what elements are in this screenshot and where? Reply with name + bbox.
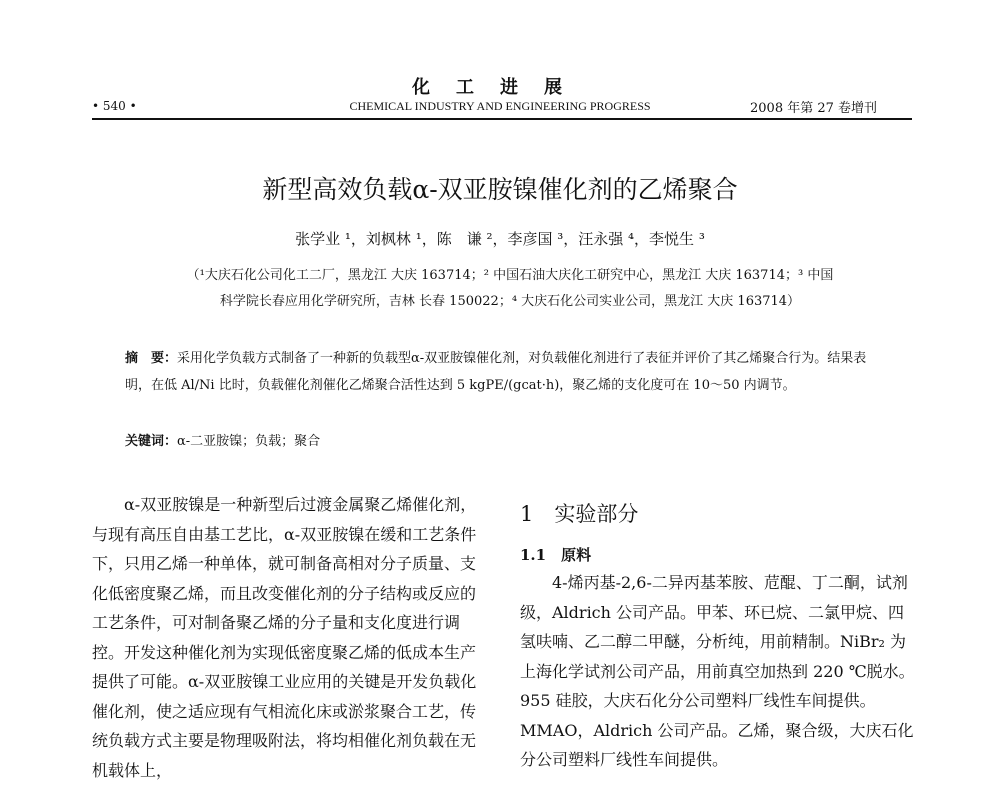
author-list: 张学业 ¹，刘枫林 ¹，陈 谦 ²，李彦国 ³，汪永强 ⁴，李悦生 ³	[295, 230, 705, 248]
article-title: 新型高效负载α-双亚胺镍催化剂的乙烯聚合	[262, 175, 738, 204]
journal-title-cn: 化工进展	[412, 77, 588, 98]
body-left-column	[92, 490, 487, 785]
subsection-heading: 1.1 原料	[520, 546, 592, 564]
affiliation-line-2: 科学院长春应用化学研究所，吉林 长春 150022；⁴ 大庆石化公司实业公司，黑龙江 大庆 163714）	[219, 294, 801, 309]
header-rule	[92, 118, 912, 120]
abstract-label: 摘 要：	[125, 351, 178, 366]
page-number: • 540 •	[92, 99, 137, 113]
intro-paragraph: α-双亚胺镍是一种新型后过渡金属聚乙烯催化剂，与现有高压自由基工艺比，α-双亚胺镍在缓和工艺条件下，只用乙烯一种单体，就可制备高相对分子质量、支化低密度聚乙烯，而且改变催化剂的分子结构或反应的工艺条件，可对制备聚乙烯的分子量和支化度进行调控。开发这种催化剂为实现低密度聚乙烯的低成本生产提供了可能。α-双亚胺镍工业应用的关键是开发负载化催化剂，使之适应现有气相流化床或淤浆聚合工艺，传统负载方式主要是物理吸附法，将均相催化剂负载在无机载体上，	[92, 495, 477, 780]
affiliation-line-1: （¹大庆石化公司化工二厂，黑龙江 大庆 163714；² 中国石油大庆化工研究中心，黑龙江 大庆 163714；³ 中国	[186, 268, 834, 283]
keywords	[125, 430, 885, 449]
materials-paragraph: 4-烯丙基-2,6-二异丙基苯胺、苊醌、丁二酮，试剂级，Aldrich 公司产品。甲苯、环已烷、二氯甲烷、四氢呋喃、乙二醇二甲醚，分析纯，用前精制。NiBr₂ 为上海化学试剂公司产品，用前真空加热到 220 ℃脱水。955 硅胶，大庆石化分公司塑料厂线性车间提供。MMAO，Aldrich 公司产品。乙烯，聚合级，大庆石化分公司塑料厂线性车间提供。	[520, 573, 915, 769]
journal-title-en: CHEMICAL INDUSTRY AND ENGINEERING PROGRESS	[349, 99, 651, 113]
abstract	[125, 345, 885, 399]
section-heading: 1 实验部分	[520, 502, 639, 526]
keywords-text: α-二亚胺镍；负载；聚合	[177, 434, 321, 449]
abstract-text: 采用化学负载方式制备了一种新的负载型α-双亚胺镍催化剂，对负载催化剂进行了表征并评价了其乙烯聚合行为。结果表明，在低 Al/Ni 比时，负载催化剂催化乙烯聚合活性达到 5 kgPE/(gcat·h)，聚乙烯的支化度可在 10～50 内调节。	[125, 351, 867, 393]
body-right-column	[520, 568, 915, 775]
keywords-label: 关键词：	[125, 434, 178, 449]
issue-info: 2008 年第 27 卷增刊	[750, 101, 878, 116]
affiliations	[130, 263, 890, 315]
